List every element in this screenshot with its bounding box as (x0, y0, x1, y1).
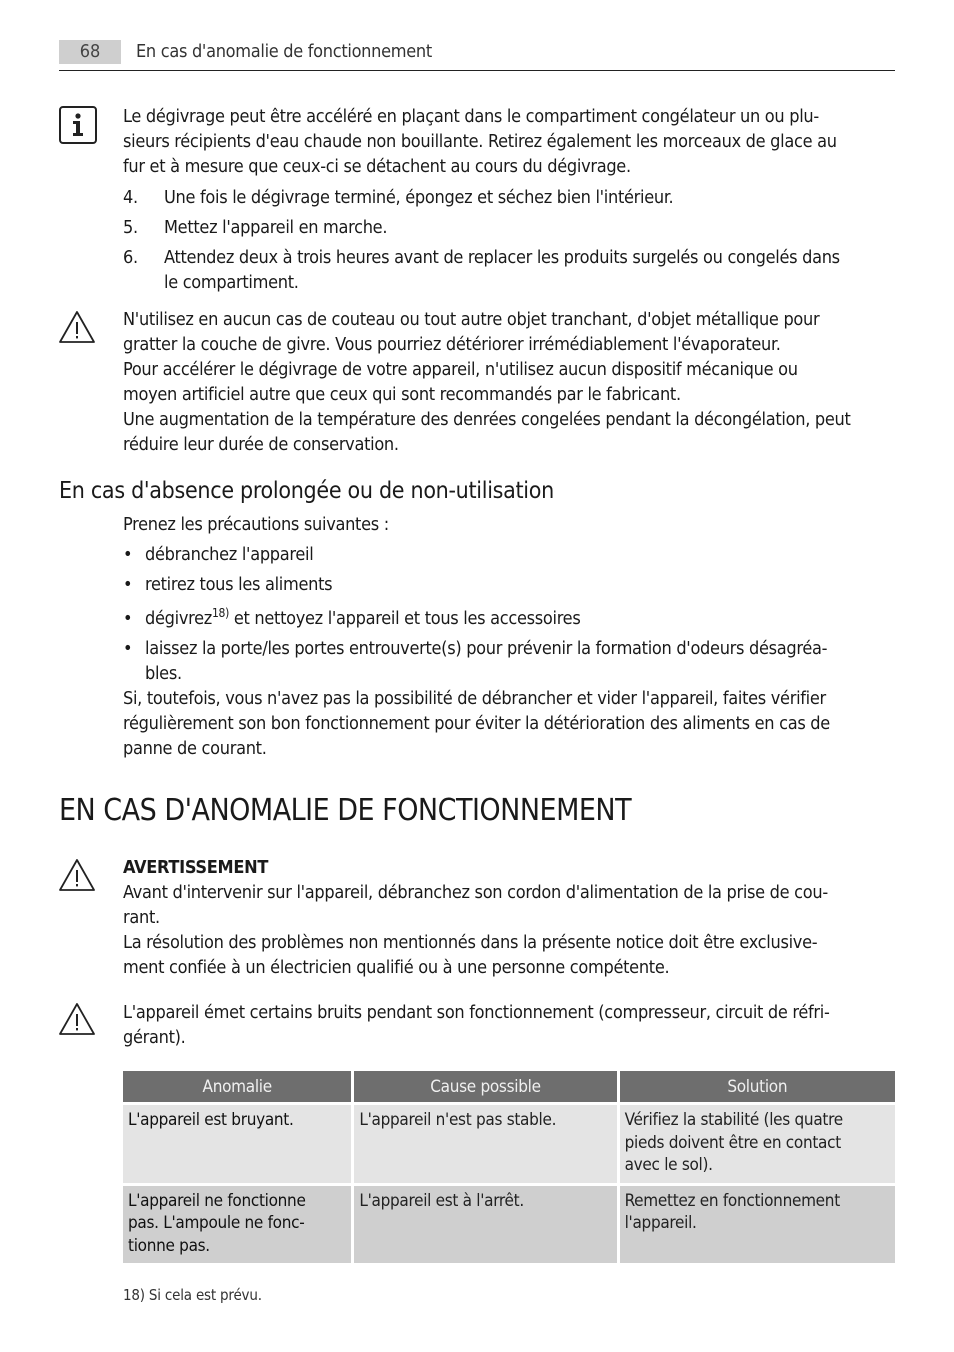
header-rule (59, 70, 895, 71)
text-line: bles. (145, 663, 182, 684)
text-line: Vérifiez la stabilité (les quatre (624, 1110, 843, 1130)
text-line: réduire leur durée de conservation. (123, 434, 399, 455)
text-line: Une augmentation de la température des denrées congelées pendant la décongélation, peut (123, 409, 851, 430)
warning-icon (58, 309, 96, 347)
caution-text (123, 1000, 895, 1050)
column-header-cause: Cause possible (354, 1071, 616, 1102)
page-number: 68 (59, 40, 121, 64)
text-line: sieurs récipients d'eau chaude non bouillante. Retirez également les morceaux de glace au (123, 131, 837, 152)
step-text (164, 245, 895, 295)
bullet-dot: • (123, 574, 133, 595)
info-note-text (123, 104, 895, 179)
table-cell-anomalie (123, 1186, 351, 1264)
text-line: L'appareil est à l'arrêt. (359, 1190, 524, 1211)
text-line: gratter la couche de givre. Vous pourriez détériorer irrémédiablement l'évaporateur. (123, 334, 781, 355)
bullet-item (123, 572, 895, 597)
table-cell-solution (620, 1186, 895, 1264)
warning-text (123, 855, 895, 980)
column-header-anomalie: Anomalie (123, 1071, 351, 1102)
text-line: Si, toutefois, vous n'avez pas la possibilité de débrancher et vider l'appareil, faites vérifier (123, 688, 826, 709)
text-line: fur et à mesure que ceux-ci se détachent au cours du dégivrage. (123, 156, 631, 177)
text-line: L'appareil émet certains bruits pendant son fonctionnement (compresseur, circuit de réfri- (123, 1002, 830, 1023)
warning-icon (58, 857, 96, 895)
step-number: 6. (123, 247, 138, 268)
text-line: L'appareil n'est pas stable. (359, 1110, 557, 1130)
bullet-text: retirez tous les aliments (145, 574, 333, 595)
text-line: pas. L'ampoule ne fonc- (128, 1213, 305, 1233)
text-line: avec le sol). (624, 1155, 713, 1175)
warning-title: AVERTISSEMENT (123, 857, 269, 878)
section-subheading: En cas d'absence prolongée ou de non-utilisation (59, 478, 554, 504)
step-text: Une fois le dégivrage terminé, épongez et séchez bien l'intérieur. (164, 187, 674, 208)
text-line: le compartiment. (164, 272, 299, 293)
text-line: L'appareil est bruyant. (128, 1110, 294, 1130)
bullet-item (123, 542, 895, 567)
info-icon (59, 106, 97, 144)
step-item (123, 245, 895, 295)
bullet-text (145, 606, 895, 631)
table-row (123, 1186, 895, 1264)
warning-icon (58, 1001, 96, 1039)
text-line: panne de courant. (123, 738, 267, 759)
step-text: Mettez l'appareil en marche. (164, 217, 388, 238)
text-line: pieds doivent être en contact (624, 1132, 841, 1153)
text-line: Attendez deux à trois heures avant de replacer les produits surgelés ou congelés dans (164, 247, 840, 268)
bullet-text-part: dégivrez (145, 608, 212, 629)
text-line: gérant). (123, 1027, 186, 1048)
bullet-dot: • (123, 544, 133, 565)
bullet-dot: • (123, 608, 133, 629)
text-line: moyen artificiel autre que ceux qui sont recommandés par le fabricant. (123, 384, 681, 405)
footnote-ref: 18) (211, 606, 229, 620)
section-intro: Prenez les précautions suivantes : (123, 514, 389, 535)
step-item (123, 215, 895, 240)
step-item (123, 185, 895, 210)
bullet-text (145, 636, 895, 686)
text-line: Remettez en fonctionnement (624, 1190, 840, 1211)
main-heading: EN CAS D'ANOMALIE DE FONCTIONNEMENT (59, 793, 632, 828)
text-line: rant. (123, 907, 160, 928)
table-cell-cause (354, 1186, 616, 1264)
running-title: En cas d'anomalie de fonctionnement (136, 41, 432, 62)
table-cell-solution (620, 1105, 895, 1183)
table-row (123, 1105, 895, 1183)
table-cell-cause (354, 1105, 616, 1183)
text-line: ment confiée à un électricien qualifié ou à une personne compétente. (123, 957, 670, 978)
step-number: 5. (123, 217, 138, 238)
text-line: Le dégivrage peut être accéléré en plaçant dans le compartiment congélateur un ou plu- (123, 106, 819, 127)
text-line: régulièrement son bon fonctionnement pour éviter la détérioration des aliments en cas de (123, 713, 830, 734)
text-line: l'appareil. (624, 1213, 697, 1233)
text-line: Avant d'intervenir sur l'appareil, débranchez son cordon d'alimentation de la prise de cou- (123, 882, 828, 903)
troubleshooting-table (120, 1068, 898, 1266)
text-line: Pour accélérer le dégivrage de votre appareil, n'utilisez aucun dispositif mécanique ou (123, 359, 798, 380)
bullet-dot: • (123, 638, 133, 659)
bullet-text-part: et nettoyez l'appareil et tous les accessoires (229, 608, 581, 629)
step-number: 4. (123, 187, 138, 208)
caution-text (123, 307, 895, 457)
bullet-text: débranchez l'appareil (145, 544, 314, 565)
bullet-item (123, 606, 895, 631)
text-line: L'appareil ne fonctionne (128, 1190, 306, 1211)
table-cell-anomalie (123, 1105, 351, 1183)
section-closing (123, 686, 895, 761)
footnote: 18) Si cela est prévu. (123, 1286, 262, 1304)
text-line: La résolution des problèmes non mentionnés dans la présente notice doit être exclusive- (123, 932, 818, 953)
bullet-item (123, 636, 895, 686)
text-line: N'utilisez en aucun cas de couteau ou tout autre objet tranchant, d'objet métallique pour (123, 309, 820, 330)
column-header-solution: Solution (620, 1071, 895, 1102)
text-line: tionne pas. (128, 1235, 210, 1256)
text-line: laissez la porte/les portes entrouverte(s) pour prévenir la formation d'odeurs désagréa- (145, 638, 828, 659)
